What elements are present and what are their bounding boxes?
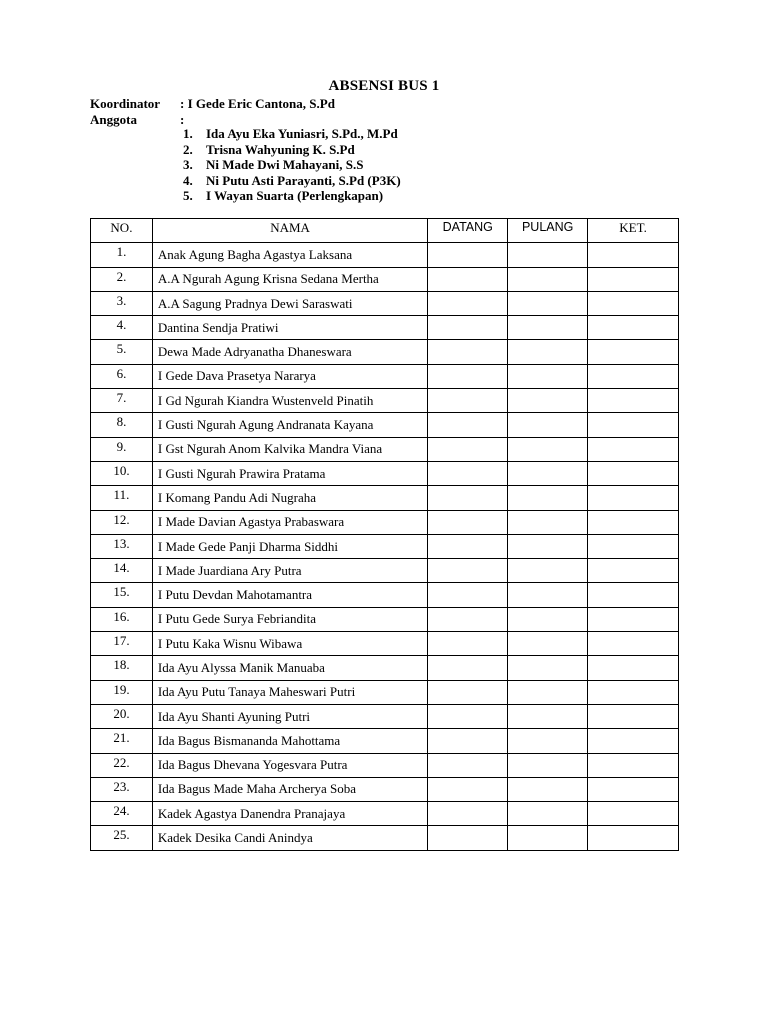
anggota-colon: :	[180, 112, 185, 127]
datang-cell	[428, 461, 508, 485]
anggota-label: Anggota	[90, 112, 137, 127]
row-number: 12.	[91, 510, 153, 534]
pulang-cell	[508, 243, 588, 267]
datang-cell	[428, 632, 508, 656]
row-number: 8.	[91, 413, 153, 437]
pulang-cell	[508, 486, 588, 510]
ket-cell	[588, 437, 679, 461]
datang-cell	[428, 777, 508, 801]
pulang-cell	[508, 389, 588, 413]
pulang-cell	[508, 753, 588, 777]
ket-cell	[588, 413, 679, 437]
pulang-cell	[508, 364, 588, 388]
member-item	[183, 157, 401, 173]
header-datang: DATANG	[428, 219, 508, 243]
row-number: 21.	[91, 729, 153, 753]
pulang-cell	[508, 607, 588, 631]
member-name: Trisna Wahyuning K. S.Pd	[206, 141, 355, 157]
row-number: 19.	[91, 680, 153, 704]
pulang-cell	[508, 534, 588, 558]
student-name: Dantina Sendja Pratiwi	[152, 316, 427, 340]
row-number: 15.	[91, 583, 153, 607]
ket-cell	[588, 802, 679, 826]
ket-cell	[588, 583, 679, 607]
datang-cell	[428, 802, 508, 826]
member-name: Ni Putu Asti Parayanti, S.Pd (P3K)	[206, 172, 401, 188]
student-name: I Gusti Ngurah Agung Andranata Kayana	[152, 413, 427, 437]
ket-cell	[588, 632, 679, 656]
ket-cell	[588, 680, 679, 704]
ket-cell	[588, 461, 679, 485]
row-number: 4.	[91, 316, 153, 340]
row-number: 9.	[91, 437, 153, 461]
datang-cell	[428, 340, 508, 364]
row-number: 10.	[91, 461, 153, 485]
row-number: 17.	[91, 632, 153, 656]
table-row	[91, 777, 679, 801]
ket-cell	[588, 704, 679, 728]
student-name: A.A Ngurah Agung Krisna Sedana Mertha	[152, 267, 427, 291]
table-row	[91, 680, 679, 704]
datang-cell	[428, 486, 508, 510]
student-name: Ida Bagus Dhevana Yogesvara Putra	[152, 753, 427, 777]
ket-cell	[588, 656, 679, 680]
datang-cell	[428, 364, 508, 388]
ket-cell	[588, 243, 679, 267]
student-name: Ida Ayu Shanti Ayuning Putri	[152, 704, 427, 728]
pulang-cell	[508, 291, 588, 315]
member-number: 5.	[183, 188, 193, 203]
member-list	[183, 126, 401, 204]
datang-cell	[428, 753, 508, 777]
member-item	[183, 188, 401, 204]
table-row	[91, 802, 679, 826]
ket-cell	[588, 364, 679, 388]
pulang-cell	[508, 729, 588, 753]
attendance-table	[90, 218, 679, 851]
ket-cell	[588, 267, 679, 291]
table-row	[91, 413, 679, 437]
table-row	[91, 340, 679, 364]
datang-cell	[428, 510, 508, 534]
row-number: 7.	[91, 389, 153, 413]
header-nama: NAMA	[152, 219, 427, 243]
pulang-cell	[508, 826, 588, 850]
ket-cell	[588, 486, 679, 510]
student-name: Anak Agung Bagha Agastya Laksana	[152, 243, 427, 267]
student-name: Kadek Desika Candi Anindya	[152, 826, 427, 850]
pulang-cell	[508, 632, 588, 656]
pulang-cell	[508, 316, 588, 340]
pulang-cell	[508, 656, 588, 680]
student-name: I Gusti Ngurah Prawira Pratama	[152, 461, 427, 485]
koordinator-label: Koordinator	[90, 96, 161, 111]
table-row	[91, 826, 679, 850]
row-number: 23.	[91, 777, 153, 801]
student-name: I Made Juardiana Ary Putra	[152, 559, 427, 583]
student-name: Ida Bagus Made Maha Archerya Soba	[152, 777, 427, 801]
ket-cell	[588, 534, 679, 558]
member-number: 4.	[183, 172, 193, 188]
header-ket: KET.	[588, 219, 679, 243]
ket-cell	[588, 510, 679, 534]
ket-cell	[588, 826, 679, 850]
member-item	[183, 142, 401, 158]
member-name: Ni Made Dwi Mahayani, S.S	[206, 157, 364, 172]
member-number: 1.	[183, 126, 193, 141]
table-row	[91, 534, 679, 558]
row-number: 3.	[91, 291, 153, 315]
row-number: 5.	[91, 340, 153, 364]
student-name: I Made Davian Agastya Prabaswara	[152, 510, 427, 534]
student-name: I Putu Kaka Wisnu Wibawa	[152, 632, 427, 656]
row-number: 16.	[91, 607, 153, 631]
table-row	[91, 753, 679, 777]
student-name: I Gede Dava Prasetya Nararya	[152, 364, 427, 388]
table-row	[91, 583, 679, 607]
table-row	[91, 389, 679, 413]
datang-cell	[428, 583, 508, 607]
student-name: Kadek Agastya Danendra Pranajaya	[152, 802, 427, 826]
table-row	[91, 656, 679, 680]
datang-cell	[428, 680, 508, 704]
row-number: 11.	[91, 486, 153, 510]
student-name: I Putu Devdan Mahotamantra	[152, 583, 427, 607]
table-row	[91, 316, 679, 340]
datang-cell	[428, 389, 508, 413]
ket-cell	[588, 340, 679, 364]
datang-cell	[428, 656, 508, 680]
pulang-cell	[508, 704, 588, 728]
pulang-cell	[508, 413, 588, 437]
ket-cell	[588, 291, 679, 315]
pulang-cell	[508, 437, 588, 461]
row-number: 6.	[91, 364, 153, 388]
datang-cell	[428, 316, 508, 340]
table-row	[91, 267, 679, 291]
student-name: I Komang Pandu Adi Nugraha	[152, 486, 427, 510]
row-number: 2.	[91, 267, 153, 291]
student-name: I Gst Ngurah Anom Kalvika Mandra Viana	[152, 437, 427, 461]
datang-cell	[428, 704, 508, 728]
row-number: 18.	[91, 656, 153, 680]
table-row	[91, 632, 679, 656]
datang-cell	[428, 729, 508, 753]
member-number: 2.	[183, 141, 193, 157]
row-number: 13.	[91, 534, 153, 558]
ket-cell	[588, 777, 679, 801]
row-number: 20.	[91, 704, 153, 728]
pulang-cell	[508, 680, 588, 704]
student-name: Dewa Made Adryanatha Dhaneswara	[152, 340, 427, 364]
student-name: I Gd Ngurah Kiandra Wustenveld Pinatih	[152, 389, 427, 413]
row-number: 24.	[91, 802, 153, 826]
row-number: 22.	[91, 753, 153, 777]
table-row	[91, 559, 679, 583]
table-row	[91, 291, 679, 315]
table-row	[91, 437, 679, 461]
row-number: 14.	[91, 559, 153, 583]
datang-cell	[428, 291, 508, 315]
ket-cell	[588, 389, 679, 413]
table-row	[91, 486, 679, 510]
ket-cell	[588, 729, 679, 753]
pulang-cell	[508, 461, 588, 485]
ket-cell	[588, 753, 679, 777]
datang-cell	[428, 413, 508, 437]
datang-cell	[428, 559, 508, 583]
header-info	[90, 96, 335, 128]
koordinator-value: : I Gede Eric Cantona, S.Pd	[180, 96, 335, 111]
pulang-cell	[508, 802, 588, 826]
datang-cell	[428, 243, 508, 267]
header-pulang: PULANG	[508, 219, 588, 243]
student-name: I Putu Gede Surya Febriandita	[152, 607, 427, 631]
member-name: I Wayan Suarta (Perlengkapan)	[206, 188, 384, 203]
pulang-cell	[508, 777, 588, 801]
table-header-row	[91, 219, 679, 243]
datang-cell	[428, 607, 508, 631]
pulang-cell	[508, 583, 588, 607]
member-item	[183, 173, 401, 189]
ket-cell	[588, 559, 679, 583]
pulang-cell	[508, 559, 588, 583]
header-no: NO.	[91, 219, 153, 243]
table-body	[91, 243, 679, 850]
row-number: 25.	[91, 826, 153, 850]
table-row	[91, 607, 679, 631]
student-name: Ida Ayu Putu Tanaya Maheswari Putri	[152, 680, 427, 704]
datang-cell	[428, 534, 508, 558]
datang-cell	[428, 826, 508, 850]
table-row	[91, 243, 679, 267]
member-item	[183, 126, 401, 142]
pulang-cell	[508, 510, 588, 534]
member-number: 3.	[183, 157, 193, 172]
datang-cell	[428, 267, 508, 291]
table-row	[91, 704, 679, 728]
table-row	[91, 461, 679, 485]
student-name: A.A Sagung Pradnya Dewi Saraswati	[152, 291, 427, 315]
ket-cell	[588, 607, 679, 631]
student-name: I Made Gede Panji Dharma Siddhi	[152, 534, 427, 558]
pulang-cell	[508, 267, 588, 291]
table-row	[91, 364, 679, 388]
ket-cell	[588, 316, 679, 340]
pulang-cell	[508, 340, 588, 364]
student-name: Ida Ayu Alyssa Manik Manuaba	[152, 656, 427, 680]
page-title: ABSENSI BUS 1	[328, 78, 440, 94]
table-row	[91, 729, 679, 753]
koordinator-row	[90, 96, 335, 112]
table-row	[91, 510, 679, 534]
member-name: Ida Ayu Eka Yuniasri, S.Pd., M.Pd	[206, 126, 398, 141]
row-number: 1.	[91, 243, 153, 267]
datang-cell	[428, 437, 508, 461]
student-name: Ida Bagus Bismananda Mahottama	[152, 729, 427, 753]
